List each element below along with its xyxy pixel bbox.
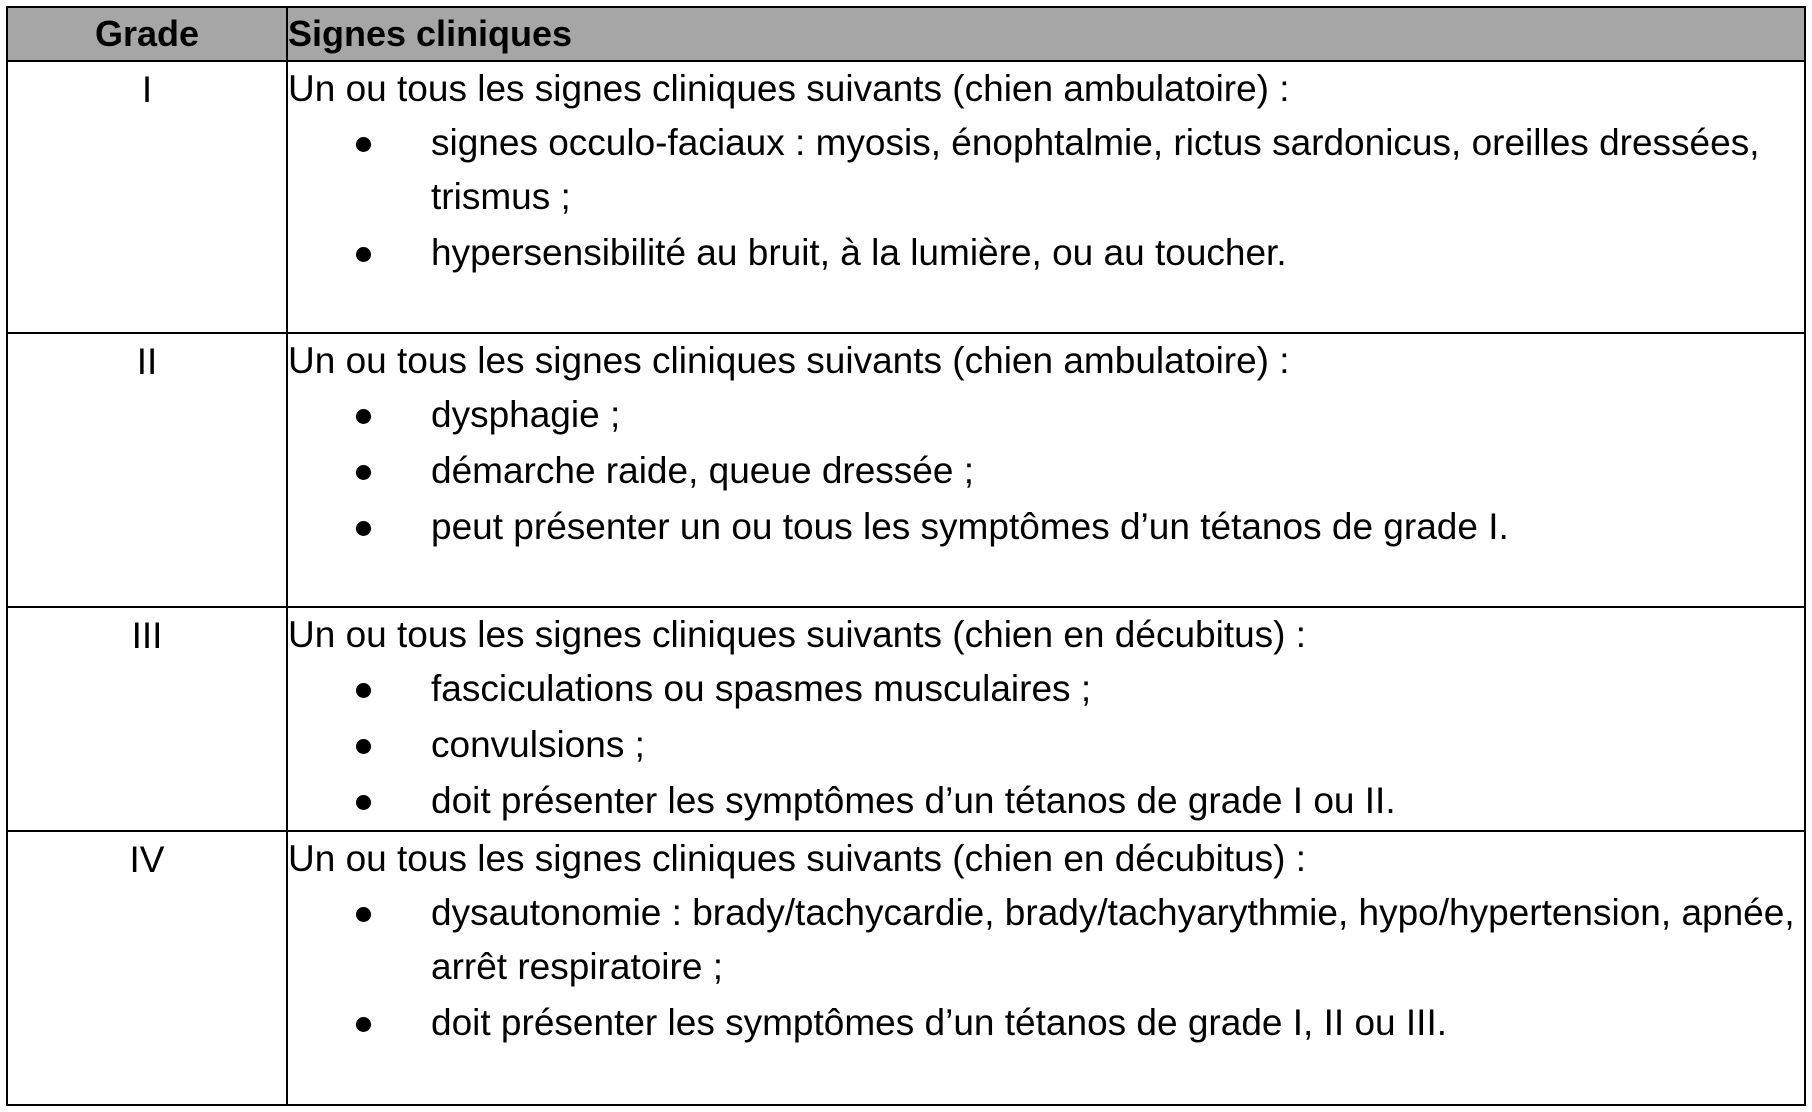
list-item xyxy=(288,500,1804,554)
tetanus-grades-table xyxy=(6,6,1806,1106)
table-header xyxy=(7,7,1805,61)
list-item-text: peut présenter un ou tous les symptômes d’un tétanos de grade I. xyxy=(431,506,1509,547)
signs-list xyxy=(288,388,1804,554)
table-body xyxy=(7,61,1805,1105)
list-item-text: dysphagie ; xyxy=(431,394,621,435)
bullet-icon xyxy=(356,1017,371,1032)
grade-cell: IV xyxy=(7,831,287,1105)
table-row-grade-3 xyxy=(7,607,1805,831)
table-row-grade-1 xyxy=(7,61,1805,333)
list-item-text: doit présenter les symptômes d’un tétanos de grade I ou II. xyxy=(431,780,1396,821)
signs-cell xyxy=(287,333,1805,607)
grade-column-header: Grade xyxy=(7,7,287,61)
signs-list xyxy=(288,662,1804,828)
grade-cell: I xyxy=(7,61,287,333)
list-item xyxy=(288,718,1804,772)
signs-column-header: Signes cliniques xyxy=(287,7,1805,61)
signs-intro: Un ou tous les signes cliniques suivants (chien en décubitus) : xyxy=(288,838,1307,879)
list-item xyxy=(288,996,1804,1050)
header-row xyxy=(7,7,1805,61)
signs-list xyxy=(288,886,1804,1050)
grade-cell: III xyxy=(7,607,287,831)
list-item-text: convulsions ; xyxy=(431,724,645,765)
signs-cell xyxy=(287,831,1805,1105)
bullet-icon xyxy=(356,521,371,536)
list-item-text: hypersensibilité au bruit, à la lumière, ou au toucher. xyxy=(431,232,1287,273)
list-item-text: fasciculations ou spasmes musculaires ; xyxy=(431,668,1092,709)
grade-cell: II xyxy=(7,333,287,607)
list-item-text: dysautonomie : brady/tachycardie, brady/tachyarythmie, hypo/hypertension, apnée, arrêt respiratoire ; xyxy=(431,892,1795,987)
list-item-text: doit présenter les symptômes d’un tétanos de grade I, II ou III. xyxy=(431,1002,1448,1043)
list-item-text: démarche raide, queue dressée ; xyxy=(431,450,975,491)
bullet-icon xyxy=(356,795,371,810)
bullet-icon xyxy=(356,465,371,480)
bullet-icon xyxy=(356,907,371,922)
list-item xyxy=(288,444,1804,498)
bullet-icon xyxy=(356,137,371,152)
list-item xyxy=(288,226,1804,280)
list-item xyxy=(288,886,1804,994)
signs-intro: Un ou tous les signes cliniques suivants (chien ambulatoire) : xyxy=(288,340,1290,381)
bullet-icon xyxy=(356,247,371,262)
bullet-icon xyxy=(356,683,371,698)
list-item xyxy=(288,662,1804,716)
list-item xyxy=(288,388,1804,442)
signs-cell xyxy=(287,607,1805,831)
table-row-grade-2 xyxy=(7,333,1805,607)
bullet-icon xyxy=(356,739,371,754)
table-row-grade-4 xyxy=(7,831,1805,1105)
list-item xyxy=(288,116,1804,224)
signs-intro: Un ou tous les signes cliniques suivants (chien ambulatoire) : xyxy=(288,68,1290,109)
bullet-icon xyxy=(356,409,371,424)
signs-cell xyxy=(287,61,1805,333)
list-item-text: signes occulo-faciaux : myosis, énophtalmie, rictus sardonicus, oreilles dressées, trismus ; xyxy=(431,122,1760,217)
signs-list xyxy=(288,116,1804,280)
list-item xyxy=(288,774,1804,828)
signs-intro: Un ou tous les signes cliniques suivants (chien en décubitus) : xyxy=(288,614,1307,655)
